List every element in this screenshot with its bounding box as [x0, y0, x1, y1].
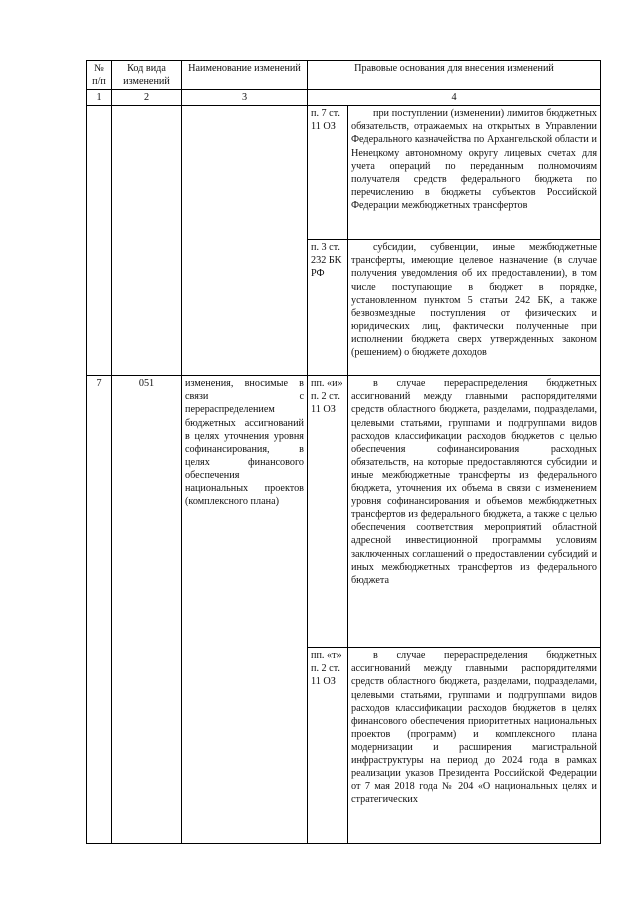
legal-text: в случае перераспределения бюджетных ассигнований между главными распорядителями средств областного бюджета, разделами, подразделами, целевыми статьями, группами и подгруппами видов расходов классификации расходов бюджетов с целью обеспечения софинансирования расходных обязательств, на которые предоставляются субсидии и иные межбюджетные трансферты из федерального бюджета, уточнения их объема в связи с изменением уровня софинансирования и объемов межбюджетных трансфертов из федерального бюджета, а также с целью обеспечения соответствия мероприятий областной адресной инвестиционной программы условиям заключенных соглашений о предоставлении субсидий и иных межбюджетных трансфертов из федерального бюджета [348, 376, 601, 648]
legal-ref: пп. «т» п. 2 ст. 11 ОЗ [308, 648, 348, 844]
document-page [86, 60, 600, 844]
numbering-row [87, 90, 601, 106]
changes-table [86, 60, 601, 844]
numbering-cell: 4 [308, 90, 601, 106]
header-basis: Правовые основания для внесения изменений [308, 61, 601, 90]
legal-text: при поступлении (изменении) лимитов бюджетных обязательств, отражаемых на открытых в Управлении Федерального казначейства по Архангельской области и Ненецкому автономному округу лицевых счетах для учета операций по переданным полномочиям получателя средств федерального бюджета по перечислению в бюджеты субъектов Российской Федерации межбюджетных трансфертов [348, 106, 601, 240]
row-num: 7 [87, 376, 112, 844]
numbering-cell: 2 [112, 90, 182, 106]
legal-ref: пп. «и» п. 2 ст. 11 ОЗ [308, 376, 348, 648]
numbering-cell: 1 [87, 90, 112, 106]
row-num [87, 106, 112, 376]
legal-text: субсидии, субвенции, иные межбюджетные трансферты, имеющие целевое назначение (в случае получения уведомления об их предоставлении), в том числе поступающие в бюджет в порядке, установленном пунктом 5 статьи 242 БК, а также безвозмездные поступления от физических и юридических лиц, фактически полученные при исполнении бюджета сверх утвержденных законом (решением) о бюджете доходов [348, 240, 601, 376]
row-name: изменения, вносимые в связи с перераспределением бюджетных ассигнований в целях уточнения уровня софинансирования, в целях финансового обеспечения национальных проектов (комплексного плана) [182, 376, 308, 844]
row-code [112, 106, 182, 376]
header-name: Наименование изменений [182, 61, 308, 90]
legal-ref: п. 3 ст. 232 БК РФ [308, 240, 348, 376]
table-row [87, 106, 601, 240]
row-name [182, 106, 308, 376]
header-row [87, 61, 601, 90]
row-code: 051 [112, 376, 182, 844]
legal-text: в случае перераспределения бюджетных ассигнований между главными распорядителями средств областного бюджета, разделами, подразделами, целевыми статьями, группами и подгруппами видов расходов классификации расходов бюджетов в целях финансового обеспечения приоритетных национальных проектов (программ) и комплексного плана модернизации и расширения магистральной инфраструктуры на период до 2024 года в рамках реализации указов Президента Российской Федерации от 7 мая 2018 года № 204 «О национальных целях и стратегических [348, 648, 601, 844]
table-row [87, 376, 601, 648]
header-code: Код вида изменений [112, 61, 182, 90]
legal-ref: п. 7 ст. 11 ОЗ [308, 106, 348, 240]
header-num: № п/п [87, 61, 112, 90]
numbering-cell: 3 [182, 90, 308, 106]
